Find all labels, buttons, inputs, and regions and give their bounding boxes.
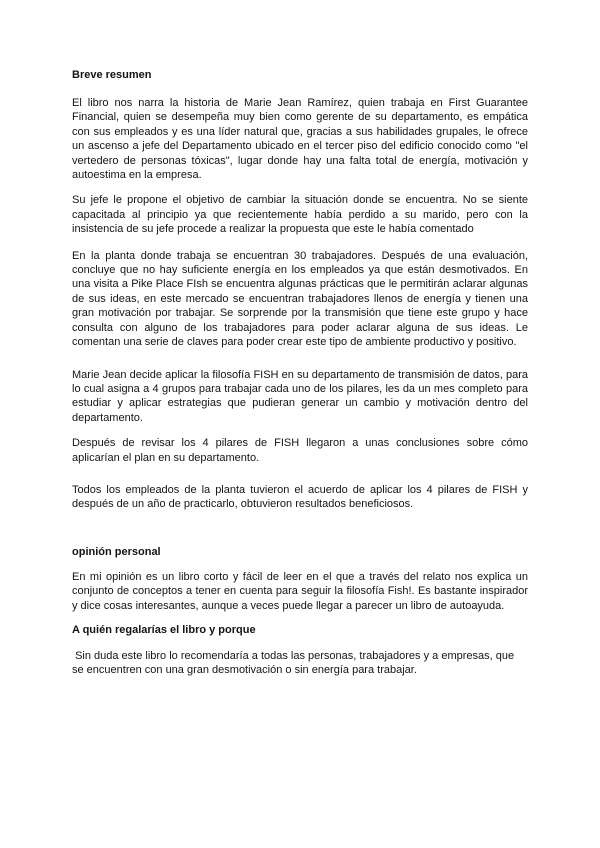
section-heading-opinion: opinión personal xyxy=(72,545,161,558)
paragraph-resumen-5: Después de revisar los 4 pilares de FISH llegaron a unas conclusiones sobre cómo aplicarían el plan en su departamento. xyxy=(72,437,528,464)
document-page xyxy=(72,68,528,678)
paragraph-opinion: En mi opinión es un libro corto y fácil de leer en el que a través del relato nos explica un conjunto de conceptos a tener en cuenta para seguir la filosofía Fish!. Es bastante inspirador y dice cosas interesantes, aunque a veces puede llegar a parecer un libro de autoayuda. xyxy=(72,570,528,612)
section-heading-regalo: A quién regalarías el libro y porque xyxy=(72,623,256,636)
paragraph-resumen-1: El libro nos narra la historia de Marie Jean Ramírez, quien trabaja en First Guarantee Financial, quien se desempeña muy bien como gerente de su departamento, es empática con sus empleados y es una líder natural que, gracias a sus habilidades grupales, le ofrece un ascenso a jefe del Departamento ubicado en el tercer piso del edificio conocido como "el vertedero de personas tóxicas", lugar donde hay una falta total de energía, motivación y autoestima en la empresa. xyxy=(72,97,528,182)
paragraph-resumen-3: En la planta donde trabaja se encuentran 30 trabajadores. Después de una evaluación, concluye que no hay suficiente energía en los empleados ya que están desmotivados. En una visita a Pike Place FIsh se encuentra algunas prácticas que le permitirán aclarar algunas de sus ideas, en este mercado se encuentran trabajadores llenos de energía y tienen una gran motivación por trabajar. Se sorprende por la transmisión que tiene este grupo y hace consulta con alguno de los trabajadores para poder aclarar alguna de sus ideas. Le comentan una serie de claves para poder crear este tipo de ambiente productivo y positivo. xyxy=(72,249,528,349)
section-heading-resumen: Breve resumen xyxy=(72,69,152,81)
paragraph-regalo: Sin duda este libro lo recomendaría a todas las personas, trabajadores y a empresas, que se encuentren con una gran desmotivación o sin energía para trabajar. xyxy=(72,649,518,677)
paragraph-resumen-2: Su jefe le propone el objetivo de cambiar la situación donde se encuentra. No se siente capacitada al principio ya que recientemente había perdido a su marido, pero con la insistencia de su jefe procede a realizar la propuesta que este le había comentado xyxy=(72,194,528,236)
paragraph-resumen-4: Marie Jean decide aplicar la filosofía FISH en su departamento de transmisión de datos, para lo cual asigna a 4 grupos para trabajar cada uno de los pilares, les da un mes completo para estudiar y aplicar estrategias que pudieran generar un cambio y motivación dentro del departamento. xyxy=(72,368,528,424)
paragraph-resumen-6: Todos los empleados de la planta tuvieron el acuerdo de aplicar los 4 pilares de FISH y después de un año de practicarlo, obtuvieron resultados beneficiosos. xyxy=(72,483,528,511)
